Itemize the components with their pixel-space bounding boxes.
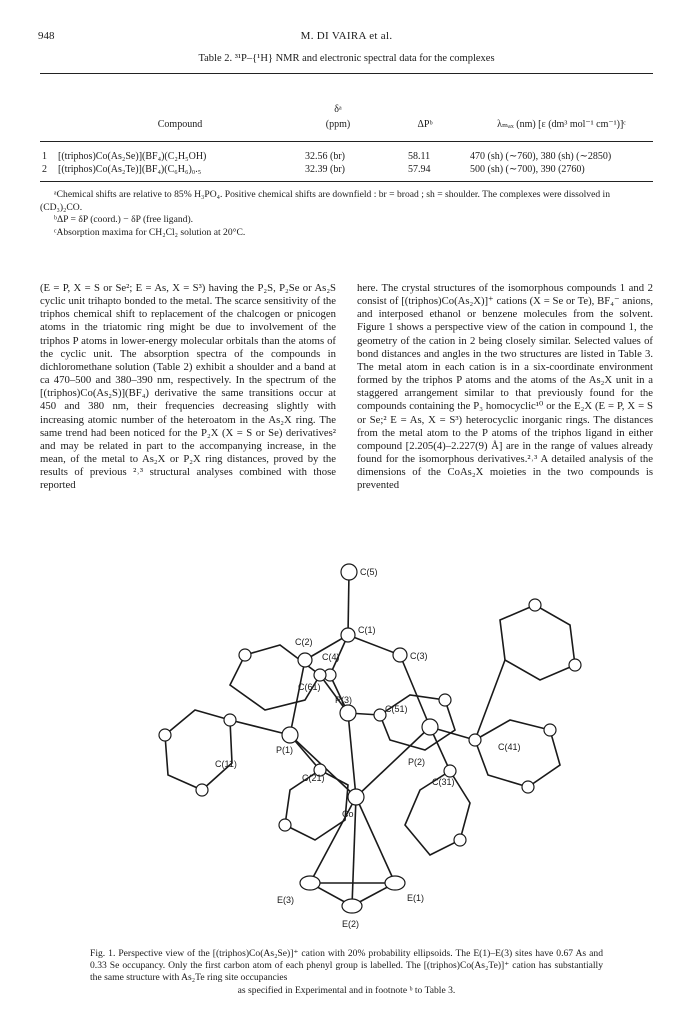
atoms: [159, 564, 581, 913]
label-c31: C(31): [432, 777, 455, 787]
row-number: 1: [42, 151, 47, 162]
table-top-rule: [40, 73, 653, 74]
page-number: 948: [38, 30, 55, 42]
row-delta: 32.56 (br): [305, 151, 345, 162]
row-number: 2: [42, 164, 47, 175]
row-compound: [(triphos)Co(As₂Te)](BF₄)(C₆H₆)₀.₅: [58, 164, 202, 175]
header-delta: δᵃ: [334, 104, 342, 115]
label-c61: C(61): [298, 682, 321, 692]
figure-caption-end: as specified in Experimental and in footnote ᵇ to Table 3.: [237, 984, 456, 996]
label-c3: C(3): [410, 651, 428, 661]
label-e2: E(2): [342, 919, 360, 929]
label-e3: E(3): [277, 895, 295, 905]
footnote-a: ᵃChemical shifts are relative to 85% H₃PO₄. Positive chemical shifts are downfield : br = broad ; sh = shoulder. The complexes were dissolved in (CD₃)₂CO.: [40, 189, 611, 213]
figure-caption: [90, 948, 603, 997]
label-p3: P(3): [335, 695, 353, 705]
table-header-rule: [40, 141, 653, 142]
label-c1: C(1): [358, 625, 376, 635]
footnote-c: ᶜAbsorption maxima for CH₂Cl₂ solution at 20°C.: [54, 226, 246, 238]
row-delta: 32.39 (br): [305, 164, 345, 175]
header-delta-p: ΔPᵇ: [417, 119, 433, 130]
molecular-structure-figure: [80, 535, 620, 955]
body-left-column: (E = P, X = S or Se²; E = As, X = S³) having the P₂S, P₂Se or As₂S cyclic unit trihapto bonded to the metal. The scarce sensitivity of the triphos chemical shift to replacement of the chalcogen or pnicogen atoms in the triatomic ring might be due to involvement of the triphos P atoms in lower-energy molecular orbitals than the atoms of the cyclic unit. The absorption spectra of the compounds in dichloromethane solution (Table 2) exhibit a shoulder and a band at ca 470–500 and 380–390 nm, respectively. In the spectrum of the [(triphos)Co(As₂S)](BF₄) derivative the same transitions occur at 450 and 380 nm, their frequencies decreasing slightly with increasing atomic number of the heteroatom in the As₂X ring. The same trend had been noticed for the P₂X (X = S or Se) derivatives² and may be related in part to the accompanying increase, in the mean, of the metal to As₂X or P₂X ring distances, proved by the results of previous ²˒³ structural analyses combined with those reported: [40, 282, 336, 492]
body-right-column: here. The crystal structures of the isomorphous compounds 1 and 2 consist of [(triphos)Co(As₂X)]⁺ cations (X = Se or Te), BF₄⁻ anions, and interposed ethanol or benzene molecules from the solvent. Figure 1 shows a perspective view of the cation in compound 1, the geometry of the cation in 2 being closely similar. Selected values of bond distances and angles in the two structures are listed in Table 3. The metal atom in each cation is in a six-coordinate environment formed by the triphos P atoms and the atoms of the As₂X unit in a staggered arrangement similar to that previously found for the compounds containing the P₃ homocyclic¹⁰ or the E₂X (E = P, X = S or Se;² E = As, X = S³) heterocyclic inorganic rings. The distances from the metal atom to the P atoms of the triphos ligand in either compound [2.205(4)–2.227(9) Å] are in the range of values already found for the isomorphous derivatives.²˒³ A detailed analysis of the dimensions of the CoAs₂X moieties in the two compounds is prevented: [357, 282, 653, 492]
label-c2: C(2): [295, 637, 313, 647]
row-compound: [(triphos)Co(As₂Se)](BF₄)(C₂H₅OH): [58, 151, 207, 162]
label-c41: C(41): [498, 742, 521, 752]
label-e1: E(1): [407, 893, 425, 903]
label-c21: C(21): [302, 773, 325, 783]
label-c5: C(5): [360, 567, 378, 577]
footnote-b: ᵇΔP = δP (coord.) − δP (free ligand).: [54, 214, 194, 225]
running-head: M. DI VAIRA et al.: [300, 30, 393, 42]
label-c11: C(11): [215, 759, 237, 769]
label-p2: P(2): [408, 757, 426, 767]
row-lambda: 500 (sh) (∼700), 390 (2760): [470, 164, 585, 175]
label-c4: C(4): [322, 652, 340, 662]
table-footnotes: [40, 189, 653, 239]
bonds: [165, 572, 575, 906]
row-lambda: 470 (sh) (∼760), 380 (sh) (∼2850): [470, 151, 612, 162]
label-co: Co: [342, 809, 354, 819]
row-delta-p: 57.94: [408, 164, 431, 175]
atom-labels: [215, 567, 521, 929]
header-compound: Compound: [157, 119, 203, 130]
label-p1: P(1): [276, 745, 294, 755]
header-lambda: λₘₐₓ (nm) [ε (dm³ mol⁻¹ cm⁻¹)]ᶜ: [497, 119, 626, 130]
label-c51: C(51): [385, 704, 408, 714]
row-delta-p: 58.11: [408, 151, 431, 162]
header-delta-unit: (ppm): [325, 119, 351, 130]
table-bottom-rule: [40, 181, 653, 182]
table-caption: Table 2. ³¹P–{¹H} NMR and electronic spectral data for the complexes: [198, 53, 495, 64]
figure-caption-main: Fig. 1. Perspective view of the [(triphos)Co(As₂Se)]⁺ cation with 20% probability ellipsoids. The E(1)–E(3) sites have 0.67 As and 0.33 Se occupancy. Only the first carbon atom of each phenyl group is labelled. The [(triphos)Co(As₂Te)]⁺ cation has substantially the same structure with As₂Te ring site occupancies: [90, 948, 603, 984]
